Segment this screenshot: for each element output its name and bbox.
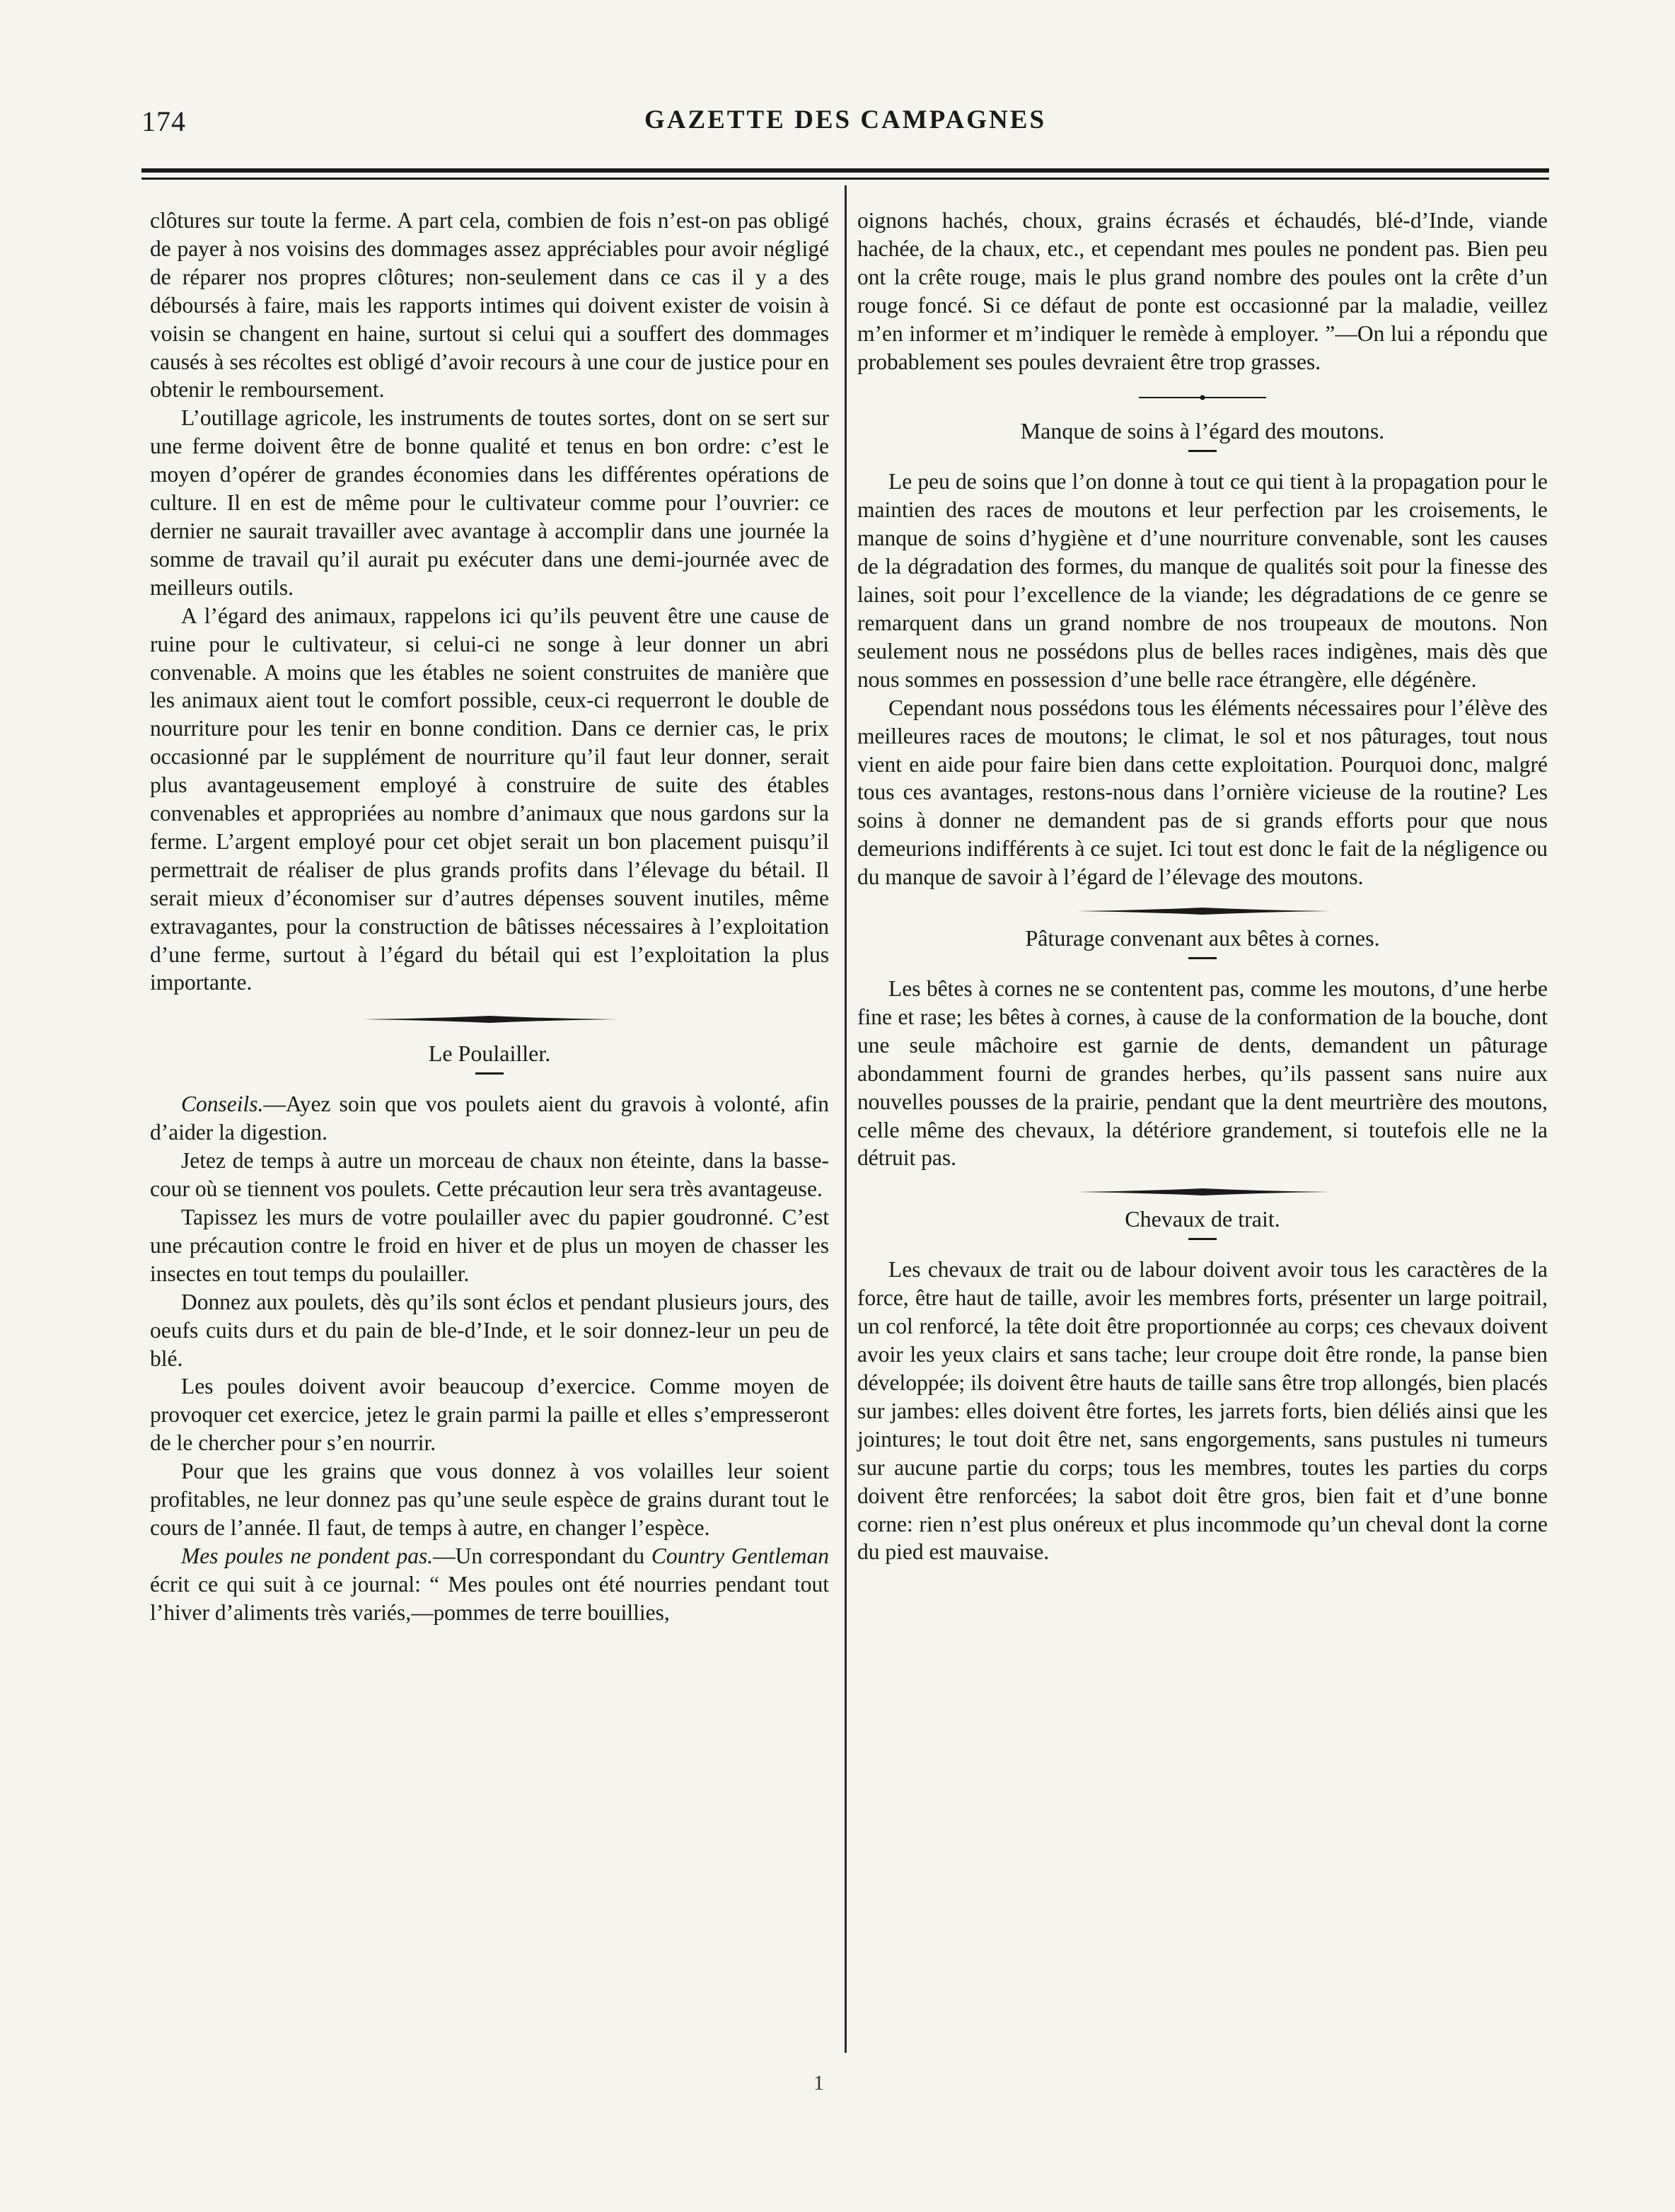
ornament-rule-icon xyxy=(1139,394,1266,401)
right-paragraph-moutons-2: Cependant nous possédons tous les éléments nécessaires pour l’élève des meilleures races de moutons; le climat, le sol et nos pâturages, tout nous vient en aide pour faire bien dans cette exploitation. Pourquoi donc, malgré tous ces avantages, restons-nous dans l’ornière vicieuse de la routine? Les soins à donner ne demandent pas de si grands efforts pour que nous demeurions indifférents à ce sujet. Ici tout est donc le fait de la négligence ou du manque de savoir à l’égard de l’élevage des moutons. xyxy=(857,695,1548,890)
left-paragraph-exercice: Les poules doivent avoir beaucoup d’exercice. Comme moyen de provoquer cet exercice, jetez le grain parmi la paille et elles s’empresseront de le chercher pour s’en nourrir. xyxy=(150,1374,829,1456)
conseils-text: —Ayez soin que vos poulets aient du gravois à volonté, afin d’aider la digestion. xyxy=(150,1091,829,1145)
section-ornament xyxy=(857,394,1548,405)
heading-poulailler: Le Poulailler. xyxy=(428,1041,551,1067)
publication-title: GAZETTE DES CAMPAGNES xyxy=(644,105,1047,134)
heading-chevaux: Chevaux de trait. xyxy=(1125,1206,1280,1232)
ornament-rule-icon xyxy=(362,1014,617,1025)
ornament-rule-icon xyxy=(1075,1186,1330,1198)
heading-moutons: Manque de soins à l’égard des moutons. xyxy=(1020,418,1385,444)
left-paragraph-2: L’outillage agricole, les instruments de toutes sortes, dont on se sert sur une ferme doivent être de bonne qualité et tenus en bon ordre: c’est le moyen d’opérer de grandes économies dans les différentes opérations de culture. Il en est de même pour le cultivateur comme pour l’ouvrier: ce dernier ne saurait travailler avec avantage à accomplir dans une journée la somme de travail qu’il aurait pu exécuter dans une demi-journée avec de meilleurs outils. xyxy=(150,405,829,600)
right-paragraph-1: oignons hachés, choux, grains écrasés et échaudés, blé-d’Inde, viande hachée, de la chaux, etc., et cependant mes poules ne pondent pas. Bien peu ont la crête rouge, mais le plus grand nombre des poules ont la crête d’un rouge foncé. Si ce défaut de ponte est occasionné par la maladie, veillez m’en informer et m’indiquer le remède à employer. ”—On lui a répondu que probablement ses poules devraient être trop grasses. xyxy=(857,208,1548,374)
header-rule-thin xyxy=(141,178,1549,180)
country-gentleman: Country Gentleman xyxy=(651,1543,829,1568)
heading-dash xyxy=(1188,1238,1217,1240)
right-column xyxy=(857,207,1548,1566)
ornament-rule-icon xyxy=(1075,905,1330,917)
left-paragraph-mes-poules xyxy=(150,1542,829,1627)
left-paragraph-poulets: Donnez aux poulets, dès qu’ils sont éclos et pendant plusieurs jours, des oeufs cuits durs et du pain de ble-d’Inde, et le soir donnez-leur un peu de blé. xyxy=(150,1289,829,1371)
page-number: 174 xyxy=(141,105,186,137)
left-column xyxy=(150,207,829,1627)
mes-poules-label: Mes poules ne pondent pas. xyxy=(181,1543,434,1568)
left-paragraph-grains: Pour que les grains que vous donnez à vos volailles leur soient profitables, ne leur donnez pas qu’une seule espèce de grains durant tout le cours de l’année. Il faut, de temps à autre, en changer l’espèce. xyxy=(150,1459,829,1540)
left-paragraph-1: clôtures sur toute la ferme. A part cela, combien de fois n’est-on pas obligé de payer à nos voisins des dommages assez appréciables pour avoir négligé de réparer nos propres clôtures; non-seulement dans ce cas il y a des déboursés à faire, mais les rapports intimes qui doivent exister de voisin à voisin se changent en haine, surtout si celui qui a souffert des dommages causés à ses récoltes est obligé d’avoir recours à une cour de justice pour en obtenir le remboursement. xyxy=(150,208,829,403)
footer-mark: 1 xyxy=(813,2071,824,2095)
heading-dash xyxy=(475,1072,504,1075)
running-head xyxy=(141,105,1549,140)
right-paragraph-moutons-1: Le peu de soins que l’on donne à tout ce qui tient à la propagation pour le maintien des races de moutons et leur perfection par les croisements, le manque de soins d’hygiène et d’une nourriture convenable, sont les causes de la dégradation des formes, du manque de qualités soit pour la finesse des laines, soit pour l’excellence de la viande; les dégradations de ce genre se remarquent dans un grand nombre de nos troupeaux de moutons. Non seulement nous ne possédons plus de belles races indigènes, mais dès que nous sommes en possession d’une belle race étrangère, elle dégénère. xyxy=(857,469,1548,692)
column-divider xyxy=(845,185,847,2053)
section-ornament xyxy=(150,1014,829,1025)
left-paragraph-papier: Tapissez les murs de votre poulailler avec du papier goudronné. C’est une précaution contre le froid en hiver et de plus un moyen de chasser les insectes en tout temps du poulailler. xyxy=(150,1205,829,1286)
right-paragraph-paturage: Les bêtes à cornes ne se contentent pas, comme les moutons, d’une herbe fine et rase; les bêtes à cornes, à cause de la conformation de la bouche, dont une seule mâchoire est garnie de dents, demandent un pâturage abondamment fourni de grandes herbes, qu’ils passent sans nuire aux nouvelles pousses de la prairie, pendant que la dent meurtrière des moutons, celle même des chevaux, la détériore grandement, si toutefois elle ne la détruit pas. xyxy=(857,976,1548,1171)
heading-dash xyxy=(1188,450,1217,452)
conseils-label: Conseils. xyxy=(181,1091,264,1117)
mes-poules-text-b: écrit ce qui suit à ce journal: “ Mes poules ont été nourries pendant tout l’hiver d’aliments très variés,—pommes de terre bouillies, xyxy=(150,1571,829,1625)
mes-poules-text-a: —Un correspondant du xyxy=(433,1543,651,1568)
heading-paturage: Pâturage convenant aux bêtes à cornes. xyxy=(1025,925,1380,951)
left-paragraph-chaux: Jetez de temps à autre un morceau de chaux non éteinte, dans la basse-cour où se tiennent vos poulets. Cette précaution leur sera très avantageuse. xyxy=(150,1148,829,1202)
right-paragraph-chevaux: Les chevaux de trait ou de labour doivent avoir tous les caractères de la force, être haut de taille, avoir les membres forts, présenter un large poitrail, un col renforcé, la tête doit être proportionnée au corps; ces chevaux doivent avoir les yeux clairs et sans tache; leur croupe doit être ronde, la panse bien développée; ils doivent être hauts de taille sans être trop allongés, bien placés sur jambes: elles doivent être fortes, les jarrets forts, bien déliés ainsi que les jointures; le tout doit être net, sans engorgements, sans pustules ni tumeurs sur aucune partie du corps; tous les membres, toutes les parties du corps doivent être renforcées; la sabot doit être gros, bien fait et d’une bonne corne: rien n’est plus onéreux et plus incommode qu’un cheval dont la corne du pied est mauvaise. xyxy=(857,1257,1548,1565)
section-ornament xyxy=(857,905,1548,917)
heading-dash xyxy=(1188,957,1217,959)
header-rule-thick xyxy=(141,168,1549,173)
left-paragraph-3: A l’égard des animaux, rappelons ici qu’ils peuvent être une cause de ruine pour le cultivateur, si celui-ci ne songe à leur donner un abri convenable. A moins que les étables ne soient construites de manière que les animaux aient tout le comfort possible, ceux-ci requerront le double de nourriture pour les tenir en bonne condition. Dans ce dernier cas, le prix occasionné par le supplément de nourriture qu’il faut leur donner, serait plus avantageusement employé à construire de suite des étables convenables et appropriées au nombre d’animaux que nous gardons sur la ferme. L’argent employé pour cet objet serait un bon placement puisqu’il permettrait de réaliser de plus grands profits dans l’élevage du bétail. Il serait mieux d’économiser sur d’autres dépenses souvent inutiles, même extravagantes, pour la construction de bâtisses nécessaires à l’exploitation d’une ferme, surtout à l’égard du bétail qui est l’exploitation la plus importante. xyxy=(150,603,829,995)
section-ornament xyxy=(857,1186,1548,1198)
left-paragraph-conseils xyxy=(150,1090,829,1147)
